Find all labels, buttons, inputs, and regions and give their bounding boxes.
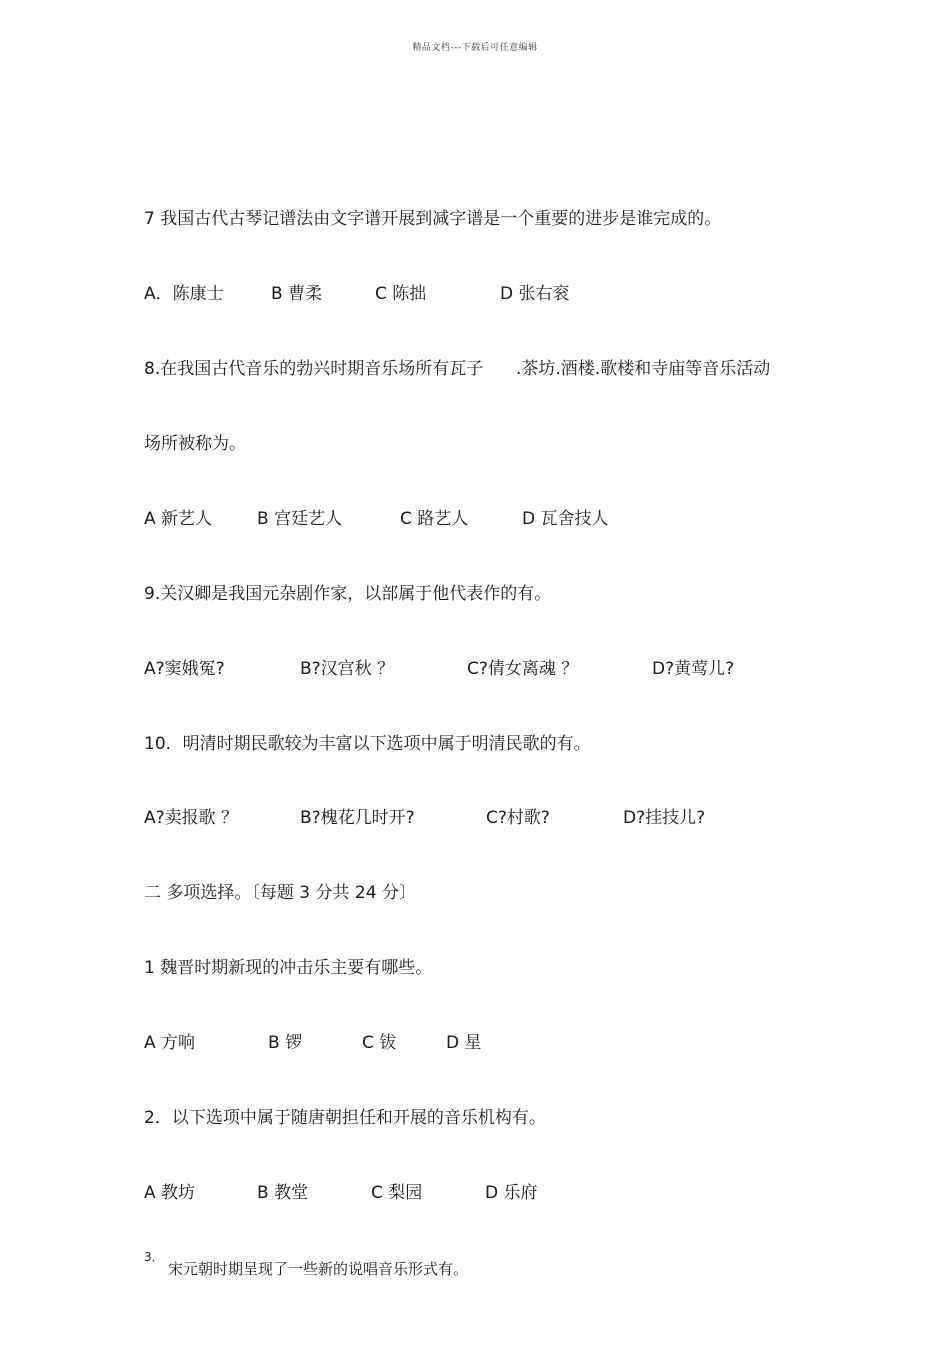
multi-question-1-option-c: C 钹 [362,1033,397,1053]
question-7-option-a: A．陈康士 [144,284,224,304]
question-8-option-d: D 瓦舍技人 [522,509,609,529]
multi-question-2-option-a: A 教坊 [144,1183,196,1203]
multi-question-2-option-b: B 教堂 [257,1183,309,1203]
question-7-option-c: C 陈拙 [375,284,427,304]
multi-question-1-option-b: B 锣 [268,1033,303,1053]
question-10-option-d: D?挂技儿? [623,808,706,828]
question-9-stem: 9.关汉卿是我国元杂剧作家，以部属于他代表作的有。 [144,584,552,604]
multi-question-3-number: 3． [144,1250,164,1264]
question-8-stem-line1-part2: .茶坊.酒楼.歌楼和寺庙等音乐活动 [516,359,771,379]
multi-question-1-stem: 1 魏晋时期新现的冲击乐主要有哪些。 [144,958,433,978]
question-8-stem-line2: 场所被称为。 [144,434,246,454]
question-8-option-a: A 新艺人 [144,509,213,529]
question-7-stem: 7 我国古代古琴记谱法由文字谱开展到减字谱是一个重要的进步是谁完成的。 [144,209,722,229]
page-header: 精品文档---下载后可任意编辑 [412,43,538,53]
multi-question-2-option-d: D 乐府 [485,1183,538,1203]
multi-question-1-option-a: A 方响 [144,1033,196,1053]
question-9-option-b: B?汉宫秋 ？ [300,659,395,679]
question-10-stem: 10．明清时期民歌较为丰富以下选项中属于明清民歌的有。 [144,734,591,754]
question-9-option-a: A?窦娥冤? [144,659,225,679]
question-9-option-d: D?黄莺儿? [652,659,735,679]
question-7-option-b: B 曹柔 [271,284,323,304]
section-2-title: 二 多项选择。〔每题 3 分共 24 分〕 [144,883,416,903]
multi-question-1-option-d: D 星 [446,1033,482,1053]
question-10-option-a: A?卖报歌 ？ [144,808,239,828]
multi-question-3-stem: 宋元朝时期呈现了一些新的说唱音乐形式有。 [168,1260,469,1278]
question-10-option-b: B?槐花几时开? [300,808,415,828]
question-8-option-c: C 路艺人 [400,509,469,529]
question-10-option-c: C?村歌? [486,808,550,828]
multi-question-2-stem: 2．以下选项中属于随唐朝担任和开展的音乐机构有。 [144,1108,546,1128]
question-7-option-d: D 张右衮 [500,284,570,304]
multi-question-2-option-c: C 梨园 [371,1183,423,1203]
question-8-stem-line1-part1: 8.在我国古代音乐的勃兴时期音乐场所有瓦子 [144,359,484,379]
question-8-option-b: B 宫廷艺人 [257,509,343,529]
question-9-option-c: C?倩女离魂 ？ [467,659,579,679]
